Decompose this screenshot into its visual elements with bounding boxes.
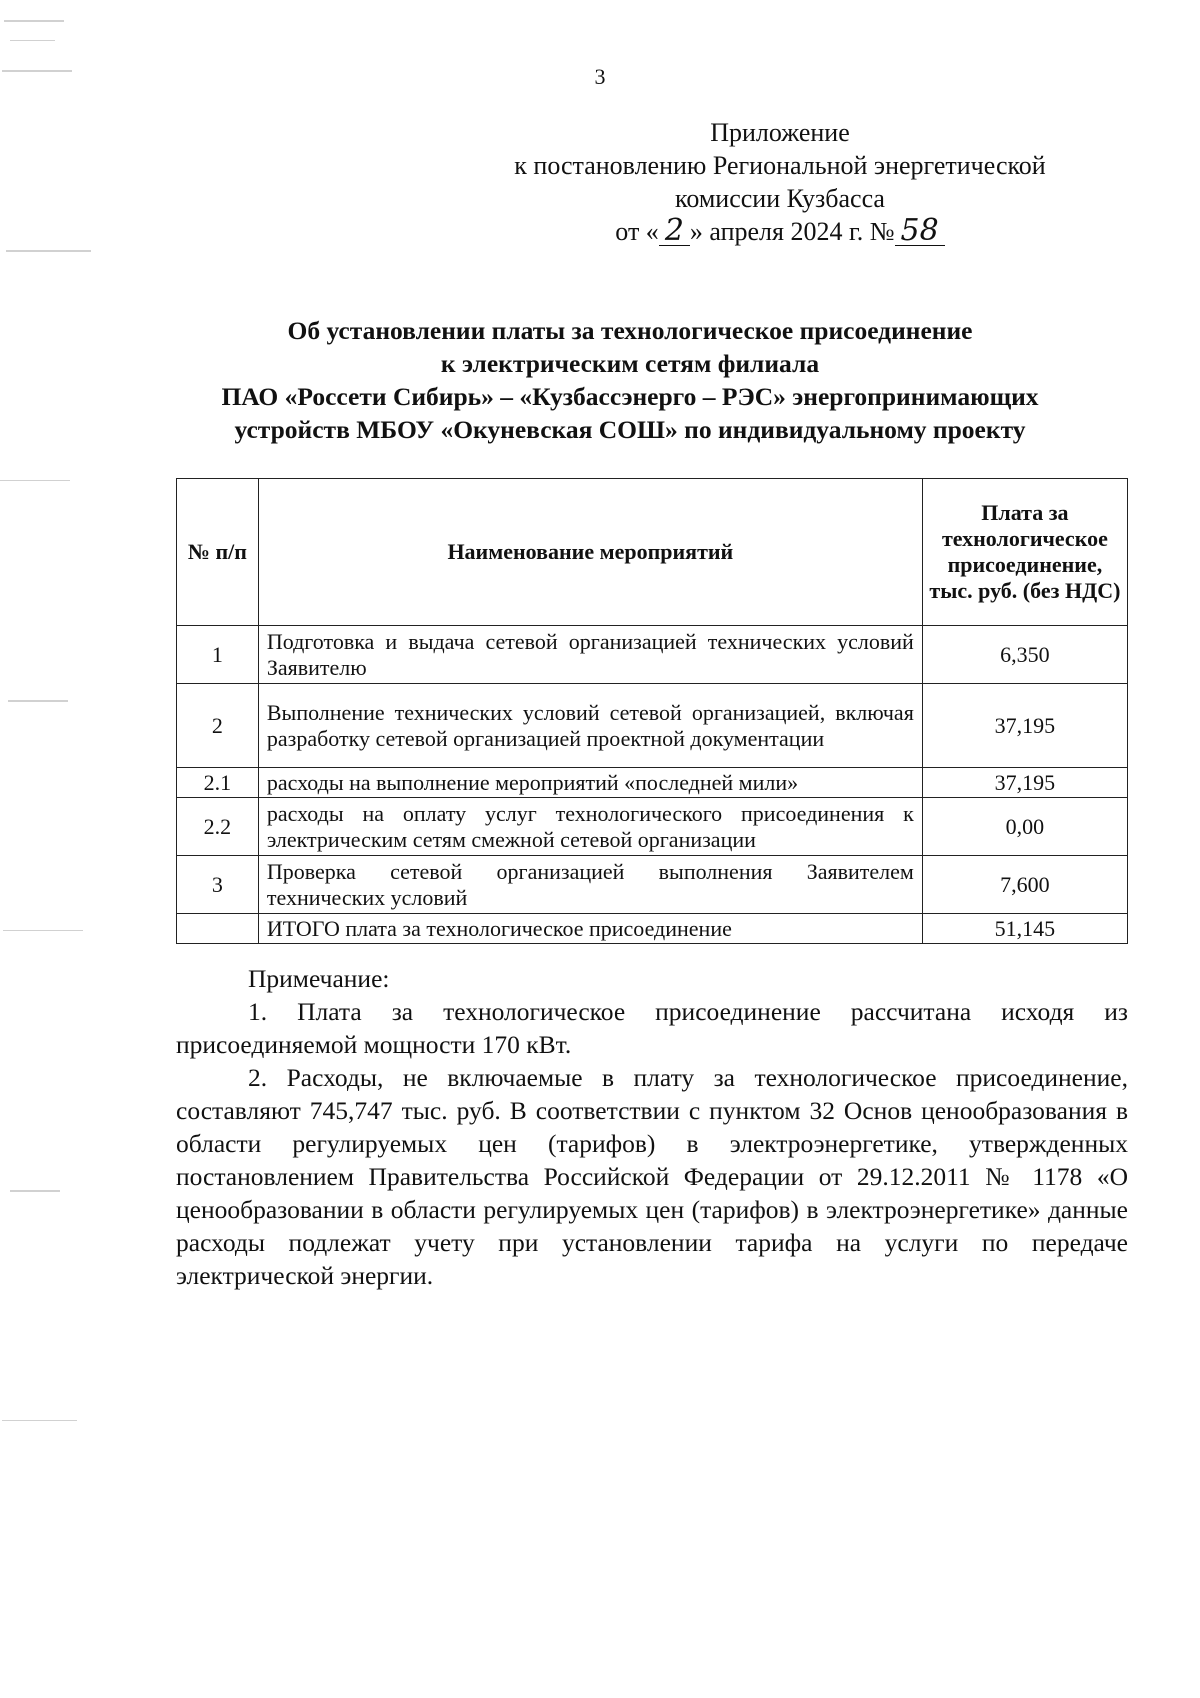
row-value: 37,195 (922, 768, 1127, 798)
title-line-3: ПАО «Россети Сибирь» – «Кузбассэнерго – РЭС» энергопринимающих (221, 382, 1039, 411)
row-value: 0,00 (922, 798, 1127, 856)
row-desc: Проверка сетевой организацией выполнения Заявителем технических условий (258, 856, 922, 914)
row-desc: расходы на оплату услуг технологического присоединения к электрическим сетям смежной сетевой организации (258, 798, 922, 856)
date-middle: » апреля 2024 г. № (689, 217, 895, 246)
notes-title: Примечание: (248, 964, 390, 993)
note-item: 2. Расходы, не включаемые в плату за технологическое присоединение, составляют 745,747 тыс. руб. В соответствии с пунктом 32 Основ ценообразования в области регулируемых цен (тарифов) в электроэнергетике, утвержденных постановлением Правительства Российской Федерации от 29.12.2011 № 1178 «О ценообразовании в области регулируемых цен (тарифов) в электроэнергетике» данные расходы подлежат учету при установлении тарифа на услуги по передаче электрической энергии. (176, 1063, 1128, 1290)
header-name: Наименование мероприятий (258, 479, 922, 626)
handwritten-number: 58 (895, 217, 945, 246)
row-num: 2.1 (177, 768, 259, 798)
note-item: 1. Плата за технологическое присоединение рассчитана исходя из присоединяемой мощности 170 кВт. (176, 997, 1128, 1059)
appendix-label: Приложение (710, 118, 850, 147)
row-value: 51,145 (922, 914, 1127, 944)
table-row (177, 798, 1128, 856)
fees-table (176, 478, 1128, 944)
title-line-2: к электрическим сетям филиала (440, 349, 820, 378)
row-desc: расходы на выполнение мероприятий «последней мили» (258, 768, 922, 798)
row-desc: Подготовка и выдача сетевой организацией технических условий Заявителю (258, 626, 922, 684)
table-row (177, 768, 1128, 798)
handwritten-day: 2 (659, 217, 690, 246)
document-title (150, 314, 1110, 446)
row-value: 6,350 (922, 626, 1127, 684)
header-fee: Плата за технологическое присоединение, тыс. руб. (без НДС) (922, 479, 1127, 626)
row-num: 3 (177, 856, 259, 914)
title-line-4: устройств МБОУ «Окуневская СОШ» по индивидуальному проекту (234, 415, 1026, 444)
row-desc: ИТОГО плата за технологическое присоединение (258, 914, 922, 944)
appendix-header (470, 116, 1090, 248)
appendix-line-2: к постановлению Региональной энергетической (514, 151, 1046, 180)
appendix-date-line (470, 215, 1090, 248)
row-value: 37,195 (922, 684, 1127, 768)
scan-edge-noise (0, 0, 110, 1698)
date-prefix: от « (615, 217, 659, 246)
table-total-row (177, 914, 1128, 944)
row-desc: Выполнение технических условий сетевой организацией, включая разработку сетевой организацией проектной документации (258, 684, 922, 768)
table-row (177, 856, 1128, 914)
table-row (177, 684, 1128, 768)
notes-section (176, 962, 1128, 1292)
page-number: 3 (594, 64, 606, 89)
row-num: 2.2 (177, 798, 259, 856)
header-num: № п/п (177, 479, 259, 626)
row-num: 2 (177, 684, 259, 768)
title-line-1: Об установлении платы за технологическое присоединение (287, 316, 973, 345)
table-header-row (177, 479, 1128, 626)
row-num: 1 (177, 626, 259, 684)
row-num (177, 914, 259, 944)
table-row (177, 626, 1128, 684)
row-value: 7,600 (922, 856, 1127, 914)
appendix-line-3: комиссии Кузбасса (675, 184, 885, 213)
